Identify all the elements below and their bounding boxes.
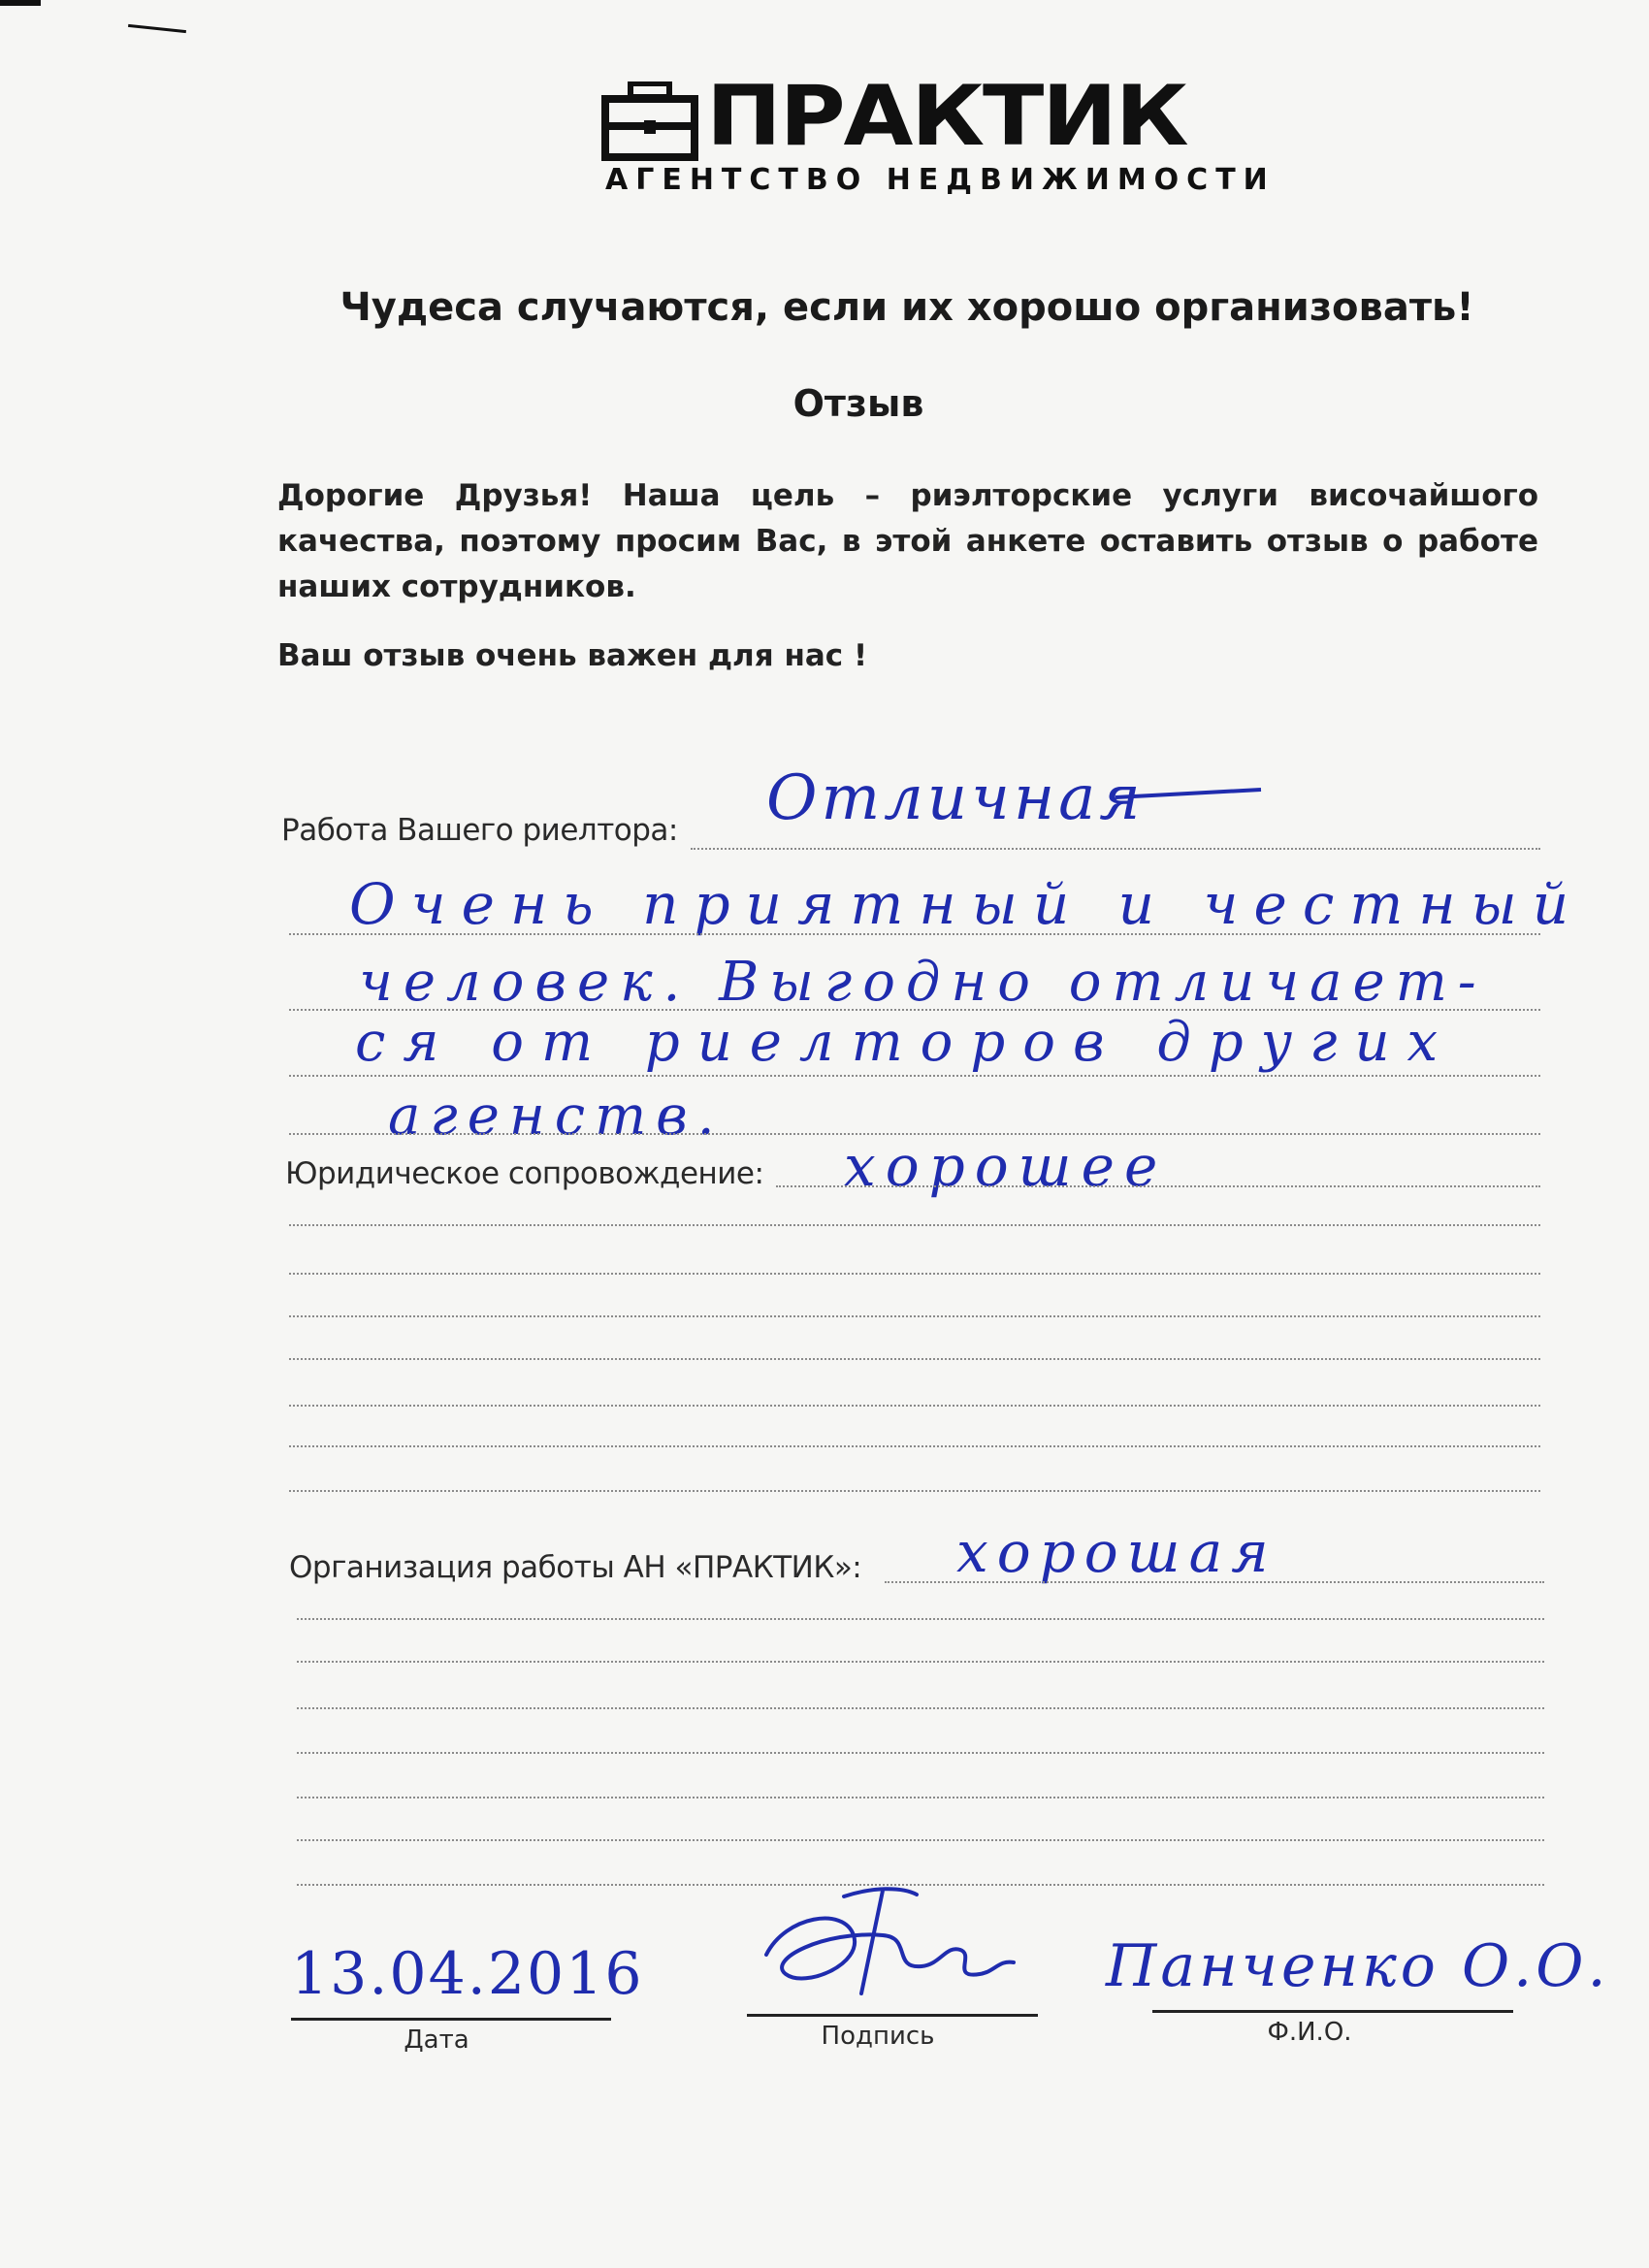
document-title: Отзыв (792, 382, 924, 425)
answer-line (289, 1224, 1540, 1226)
date-line (291, 2018, 611, 2021)
answer-underline-stroke (1116, 784, 1271, 803)
realtor-answer-rating[interactable]: Отличная (766, 762, 1145, 834)
realtor-answer-line-5[interactable]: агенств. (388, 1085, 725, 1148)
answer-line (691, 848, 1540, 850)
slogan: Чудеса случаются, если их хорошо организовать! (340, 285, 1474, 330)
organization-answer[interactable]: хорошая (956, 1519, 1277, 1585)
organization-field-label: Организация работы АН «ПРАКТИК»: (289, 1550, 862, 1585)
signature-line (747, 2014, 1038, 2017)
name-value[interactable]: Панченко О.О. (1106, 1932, 1610, 2000)
answer-line (289, 1445, 1540, 1447)
answer-line (289, 1315, 1540, 1317)
logo-tagline: АГЕНТСТВО НЕДВИЖИМОСТИ (605, 163, 1276, 197)
answer-line (289, 1273, 1540, 1275)
answer-line (297, 1661, 1544, 1663)
intro-note: Ваш отзыв очень важен для нас ! (277, 638, 868, 673)
name-line (1152, 2010, 1513, 2013)
scan-artifact-bar (0, 0, 41, 6)
handwritten-signature (747, 1877, 1038, 2023)
answer-line (297, 1707, 1544, 1709)
answer-line (776, 1185, 1540, 1187)
answer-line (289, 1490, 1540, 1492)
logo-brand-name: ПРАКТИК (706, 68, 1187, 165)
realtor-answer-line-2[interactable]: Очень приятный и честный (349, 871, 1585, 937)
answer-line (297, 1752, 1544, 1754)
legal-answer[interactable]: хорошее (844, 1133, 1168, 1199)
answer-line (289, 1358, 1540, 1360)
realtor-field-label: Работа Вашего риелтора: (281, 813, 678, 848)
answer-line (297, 1797, 1544, 1798)
realtor-answer-line-4[interactable]: ся от риелторов других (355, 1011, 1456, 1074)
answer-line (289, 1405, 1540, 1407)
name-caption: Ф.И.О. (1267, 2018, 1352, 2047)
company-logo (601, 68, 1276, 200)
signature-caption: Подпись (821, 2022, 935, 2051)
answer-line (289, 1075, 1540, 1077)
answer-line (885, 1581, 1544, 1583)
answer-line (297, 1618, 1544, 1620)
date-value[interactable]: 13.04.2016 (291, 1940, 644, 2008)
briefcase-icon (601, 81, 698, 161)
answer-line (297, 1839, 1544, 1841)
answer-line (289, 933, 1540, 935)
date-caption: Дата (404, 2025, 469, 2055)
scan-artifact-line (128, 24, 186, 33)
realtor-answer-line-3[interactable]: человек. Выгодно отличает- (359, 951, 1487, 1014)
intro-paragraph: Дорогие Друзья! Наша цель – риэлторские услуги височайшого качества, поэтому просим Вас, в этой анкете оставить отзыв о работе наших сотрудников. (277, 478, 1538, 604)
legal-field-label: Юридическое сопровождение: (285, 1156, 764, 1191)
